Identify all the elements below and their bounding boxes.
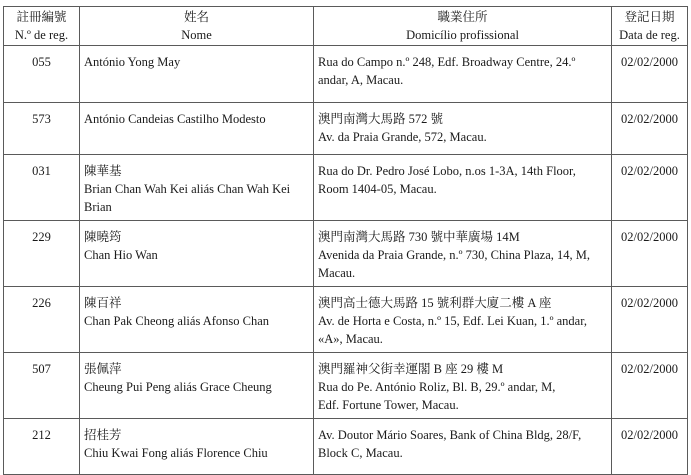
- address-cell: [314, 46, 612, 103]
- name-cell: [80, 155, 314, 221]
- header-name: [80, 7, 314, 46]
- address-cell: [314, 353, 612, 419]
- reg-number-cell: 055: [4, 46, 80, 103]
- name-cell: [80, 419, 314, 475]
- address-cell: [314, 287, 612, 353]
- header-date: [612, 7, 688, 46]
- registration-date-cell: 02/02/2000: [612, 287, 688, 353]
- reg-number-cell: 573: [4, 103, 80, 155]
- address-line: andar, A, Macau.: [318, 73, 404, 87]
- registration-table: [3, 6, 688, 475]
- registration-date-cell: 02/02/2000: [612, 46, 688, 103]
- header-address-zh: 職業住所: [437, 10, 488, 24]
- address-line: Av. da Praia Grande, 572, Macau.: [318, 130, 487, 144]
- header-reg-no-pt: N.º de reg.: [14, 28, 69, 42]
- address-cell: [314, 221, 612, 287]
- table-row: [4, 419, 688, 475]
- registration-date-cell: 02/02/2000: [612, 419, 688, 475]
- address-line: Edf. Fortune Tower, Macau.: [318, 398, 459, 412]
- address-line: Block C, Macau.: [318, 446, 403, 460]
- address-cell: [314, 103, 612, 155]
- name-line: Brian Chan Wah Kei aliás Chan Wah Kei: [84, 182, 291, 196]
- table-body: [4, 46, 688, 475]
- address-line: Room 1404-05, Macau.: [318, 182, 437, 196]
- reg-number-cell: 507: [4, 353, 80, 419]
- address-line: «A», Macau.: [318, 332, 383, 346]
- reg-number-cell: 031: [4, 155, 80, 221]
- name-line: 陳曉筠: [84, 230, 122, 244]
- name-cell: [80, 353, 314, 419]
- address-line: 澳門南灣大馬路 572 號: [318, 112, 444, 126]
- address-line: Rua do Pe. António Roliz, Bl. B, 29.º andar, M,: [318, 380, 556, 394]
- table-row: [4, 353, 688, 419]
- address-line: Rua do Dr. Pedro José Lobo, n.os 1-3A, 14th Floor,: [318, 164, 576, 178]
- header-row: [4, 7, 688, 46]
- table-row: [4, 155, 688, 221]
- name-cell: [80, 287, 314, 353]
- name-line: 陳華基: [84, 164, 122, 178]
- registration-date-cell: 02/02/2000: [612, 103, 688, 155]
- name-line: Cheung Pui Peng aliás Grace Cheung: [84, 380, 272, 394]
- name-line: Chiu Kwai Fong aliás Florence Chiu: [84, 446, 268, 460]
- table-row: [4, 221, 688, 287]
- registration-date-cell: 02/02/2000: [612, 155, 688, 221]
- table-row: [4, 46, 688, 103]
- header-reg-no-zh: 註冊編號: [16, 10, 67, 24]
- name-line: Chan Hio Wan: [84, 248, 158, 262]
- address-line: 澳門高士德大馬路 15 號利群大廈二樓 A 座: [318, 296, 552, 310]
- table-row: [4, 103, 688, 155]
- reg-number-cell: 212: [4, 419, 80, 475]
- address-line: 澳門羅神父街幸運閣 B 座 29 樓 M: [318, 362, 504, 376]
- address-line: Avenida da Praia Grande, n.º 730, China Plaza, 14, M,: [318, 248, 590, 262]
- registration-date-cell: 02/02/2000: [612, 353, 688, 419]
- name-line: 陳百祥: [84, 296, 122, 310]
- header-reg-no: [4, 7, 80, 46]
- header-date-zh: 登記日期: [624, 10, 675, 24]
- address-line: Av. Doutor Mário Soares, Bank of China Bldg, 28/F,: [318, 428, 582, 442]
- name-line: 招桂芳: [84, 428, 122, 442]
- reg-number-cell: 229: [4, 221, 80, 287]
- address-line: Rua do Campo n.º 248, Edf. Broadway Centre, 24.º: [318, 55, 576, 69]
- address-cell: [314, 419, 612, 475]
- name-line: 張佩萍: [84, 362, 122, 376]
- header-name-pt: Nome: [181, 28, 212, 42]
- header-name-zh: 姓名: [183, 10, 209, 24]
- address-line: Av. de Horta e Costa, n.º 15, Edf. Lei Kuan, 1.º andar,: [318, 314, 587, 328]
- header-address-pt: Domicílio profissional: [406, 28, 519, 42]
- header-date-pt: Data de reg.: [619, 28, 680, 42]
- reg-number-cell: 226: [4, 287, 80, 353]
- address-cell: [314, 155, 612, 221]
- table-row: [4, 287, 688, 353]
- header-address: [314, 7, 612, 46]
- name-cell: [80, 103, 314, 155]
- address-line: Macau.: [318, 266, 356, 280]
- address-line: 澳門南灣大馬路 730 號中華廣場 14M: [318, 230, 520, 244]
- name-cell: [80, 46, 314, 103]
- name-line: António Yong May: [84, 55, 181, 69]
- registration-date-cell: 02/02/2000: [612, 221, 688, 287]
- name-line: Chan Pak Cheong aliás Afonso Chan: [84, 314, 270, 328]
- name-line: António Candeias Castilho Modesto: [84, 112, 266, 126]
- name-line: Brian: [84, 200, 112, 214]
- name-cell: [80, 221, 314, 287]
